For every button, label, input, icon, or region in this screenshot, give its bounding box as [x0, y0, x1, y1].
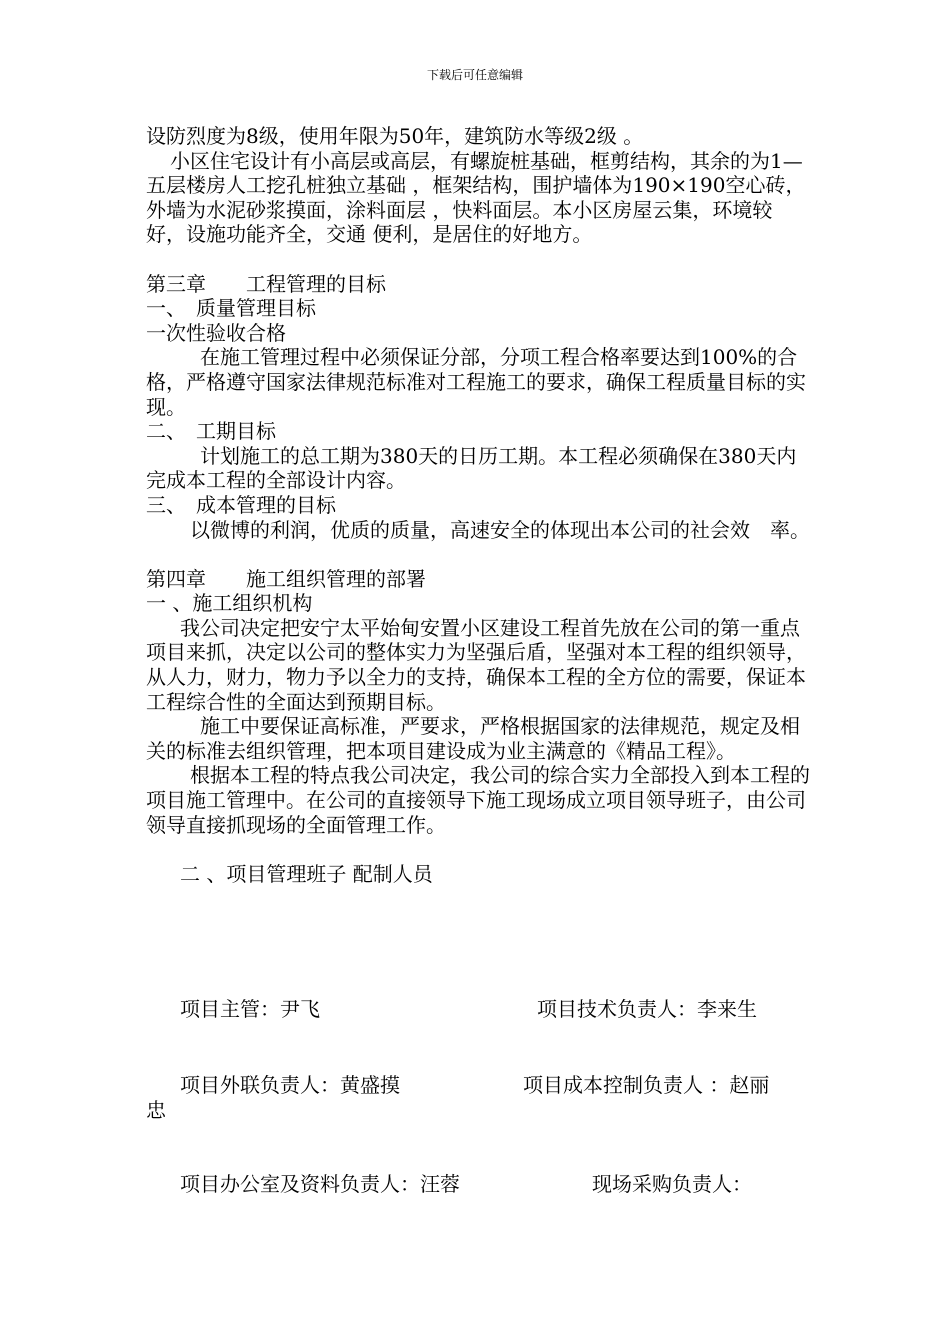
document-body	[146, 124, 812, 886]
staff-project-manager: 项目主管：尹飞	[180, 997, 320, 1021]
page-header: 下载后可任意编辑	[426, 68, 523, 82]
spacer	[146, 837, 812, 862]
section-schedule-heading: 二、 工期目标	[146, 419, 276, 444]
paragraph-organization: 我公司决定把安宁太平始甸安置小区建设工程首先放在公司的第一重点项目来抓，决定以公司的整体实力为坚强后盾，坚强对本工程的组织领导，从人力，财力，物力予以全力的支持，确保本工程的全方位的需要，保证本工程综合性的全面达到预期目标。	[146, 615, 806, 714]
section-cost-heading: 三、 成本管理的目标	[146, 492, 336, 517]
chapter-four-heading: 第四章 施工组织管理的部署	[146, 566, 426, 591]
paragraph-team-setup: 根据本工程的特点我公司决定，我公司的综合实力全部投入到本工程的项目施工管理中。在公司的直接领导下施工现场成立项目领导班子，由公司领导直接抓现场的全面管理工作。	[146, 763, 810, 837]
spacer	[146, 247, 812, 272]
staff-cost-lead: 项目成本控制负责人 ：赵丽	[523, 1073, 770, 1097]
section-staff-heading: 二 、项目管理班子 配制人员	[180, 861, 433, 886]
section-organization-heading: 一 、施工组织机构	[146, 591, 313, 616]
paragraph-quality: 在施工管理过程中必须保证分部，分项工程合格率要达到100%的合格，严格遵守国家法律规范标准对工程施工的要求，确保工程质量目标的实现。	[146, 345, 806, 419]
staff-office-lead: 项目办公室及资料负责人：汪蓉	[180, 1172, 460, 1196]
staff-purchase-lead: 现场采购负责人：	[592, 1172, 752, 1196]
staff-cost-lead-continued: 忠	[146, 1098, 166, 1122]
quality-goal: 一次性验收合格	[146, 320, 286, 345]
paragraph-seismic: 设防烈度为8级，使用年限为50年，建筑防水等级2级 。	[146, 124, 644, 148]
paragraph-standards: 施工中要保证高标准，严要求，严格根据国家的法律规范，规定及相关的标准去组织管理，把本项目建设成为业主满意的《精品工程》。	[146, 714, 800, 763]
section-quality-heading: 一、 质量管理目标	[146, 296, 316, 321]
paragraph-schedule: 计划施工的总工期为380天的日历工期。本工程必须确保在380天内完成本工程的全部设计内容。	[146, 443, 797, 493]
paragraph-cost: 以微博的利润，优质的质量，高速安全的体现出本公司的社会效 率。	[190, 517, 810, 542]
staff-liaison-lead: 项目外联负责人：黄盛摸	[180, 1073, 400, 1097]
staff-tech-lead: 项目技术负责人：李来生	[537, 997, 757, 1021]
paragraph-residential-design: 小区住宅设计有小高层或高层，有螺旋桩基础，框剪结构，其余的为1—五层楼房人工挖孔桩独立基础 ，框架结构，围护墙体为190×190空心砖，外墙为水泥砂浆摸面，涂料面层 ，快料面层。本小区房屋云集，环境较好，设施功能齐全，交通 便利，是居住的好地方。	[146, 148, 806, 247]
chapter-three-heading: 第三章 工程管理的目标	[146, 271, 386, 296]
spacer	[146, 542, 812, 567]
